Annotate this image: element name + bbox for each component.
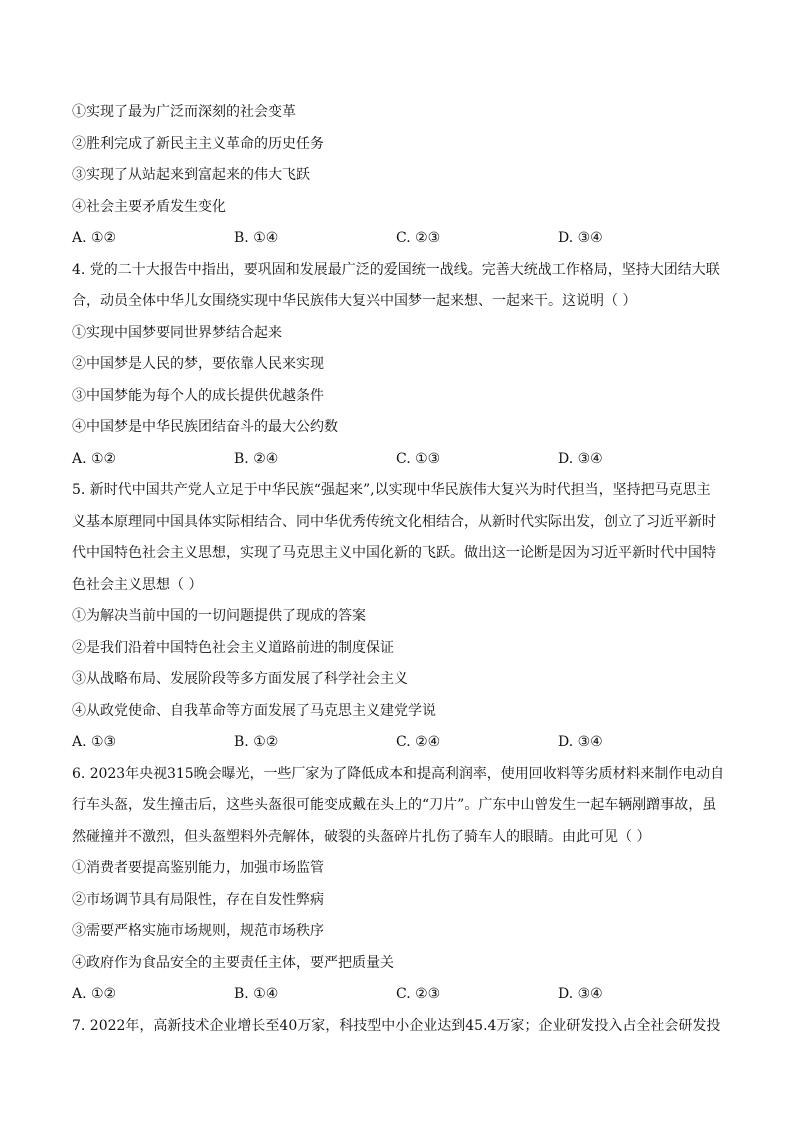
question-stem-line: 合，动员全体中华儿女围绕实现中华民族伟大复兴中国梦一起来想、一起来干。这说明（ ）	[72, 293, 637, 309]
option-a: A. ①②	[72, 450, 117, 467]
option-a: A. ①②	[72, 230, 117, 246]
choice-item: ①实现了最为广泛而深刻的社会变革	[72, 104, 296, 120]
answer-options	[72, 727, 722, 759]
choice-item: ④社会主要矛盾发生变化	[72, 198, 226, 215]
choice-item: ①消费者要提高鉴别能力，加强市场监管	[72, 860, 324, 876]
answer-options	[72, 223, 722, 255]
option-c: C. ①③	[396, 450, 441, 467]
option-d: D. ③④	[558, 450, 603, 467]
question-stem-line: 4. 党的二十大报告中指出，要巩固和发展最广泛的爱国统一战线。完善大统战工作格局，坚持大团结大联	[72, 261, 720, 278]
option-a: A. ①③	[72, 734, 117, 750]
question-stem-line: 义基本原理同中国具体实际相结合、同中华优秀传统文化相结合，从新时代实际出发，创立了习近平新时	[72, 513, 716, 530]
question-stem-line: 代中国特色社会主义思想，实现了马克思主义中国化新的飞跃。做出这一论断是因为习近平新时代中国特	[72, 545, 716, 561]
option-c: C. ②④	[396, 734, 441, 750]
choice-item: ③从战略布局、发展阶段等多方面发展了科学社会主义	[72, 671, 408, 687]
question-3	[72, 97, 722, 255]
answer-options	[72, 444, 722, 476]
question-stem-line: 然碰撞并不激烈，但头盔塑料外壳解体，破裂的头盔碎片扎伤了骑车人的眼睛。由此可见（ ）	[72, 828, 651, 845]
choice-item: ②胜利完成了新民主主义革命的历史任务	[72, 135, 324, 152]
choice-item: ②中国梦是人民的梦，要依靠人民来实现	[72, 356, 324, 372]
choice-item: ②是我们沿着中国特色社会主义道路前进的制度保证	[72, 639, 394, 656]
option-b: B. ①④	[234, 986, 279, 1002]
option-d: D. ③④	[558, 734, 603, 750]
question-stem-line: 色社会主义思想（ ）	[72, 576, 203, 593]
exam-page	[72, 97, 725, 1042]
question-stem-line: 5. 新时代中国共产党人立足于中华民族“强起来”,以实现中华民族伟大复兴为时代担当，坚持把马克思主	[72, 482, 711, 498]
choice-item: ①为解决当前中国的一切问题提供了现成的答案	[72, 608, 366, 624]
choice-item: ③中国梦能为每个人的成长提供优越条件	[72, 387, 324, 404]
choice-item: ④中国梦是中华民族团结奋斗的最大公约数	[72, 419, 338, 435]
option-b: B. ①②	[234, 734, 279, 750]
question-stem-line: 7. 2022年，高新技术企业增长至40万家，科技型中小企业达到45.4万家；企业研发投入占全社会研发投	[72, 1017, 721, 1034]
option-d: D. ③④	[558, 986, 603, 1002]
choice-item: ④政府作为食品安全的主要责任主体，要严把质量关	[72, 954, 394, 971]
choice-item: ①实现中国梦要同世界梦结合起来	[72, 324, 282, 341]
option-b: B. ②④	[234, 450, 279, 467]
question-7	[72, 1011, 722, 1043]
question-4	[72, 255, 722, 476]
option-a: A. ①②	[72, 986, 117, 1002]
option-d: D. ③④	[558, 230, 603, 246]
answer-options	[72, 979, 722, 1011]
choice-item: ④从政党使命、自我革命等方面发展了马克思主义建党学说	[72, 702, 436, 719]
question-stem-line: 行车头盔，发生撞击后，这些头盔很可能变成戴在头上的“刀片”。广东中山曾发生一起车辆剐蹭事故，虽	[72, 797, 717, 813]
choice-item: ③需要严格实施市场规则，规范市场秩序	[72, 923, 324, 939]
question-6	[72, 759, 725, 1011]
option-c: C. ②③	[396, 986, 441, 1002]
question-5	[72, 475, 722, 759]
question-stem-line: 6. 2023年央视315晚会曝光，一些厂家为了降低成本和提高利润率，使用回收料等劣质材料来制作电动自	[72, 765, 725, 782]
choice-item: ②市场调节具有局限性，存在自发性弊病	[72, 891, 324, 908]
option-c: C. ②③	[396, 230, 441, 246]
choice-item: ③实现了从站起来到富起来的伟大飞跃	[72, 167, 310, 183]
option-b: B. ①④	[234, 230, 279, 246]
